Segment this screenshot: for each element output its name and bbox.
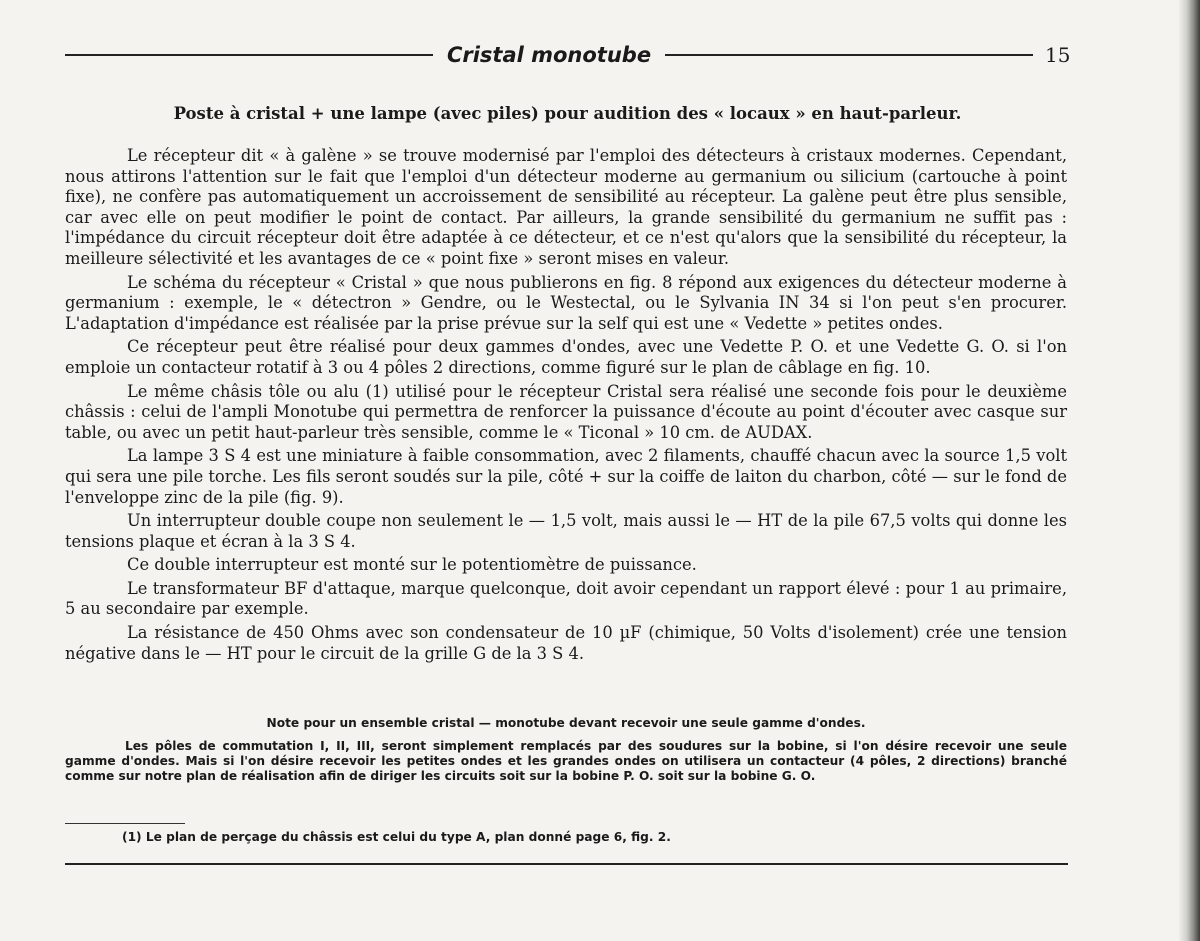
paragraph: Un interrupteur double coupe non seulement le — 1,5 volt, mais aussi le — HT de la pile 67,5 volts qui donne les tensions plaque et écran à la 3 S 4. — [65, 511, 1067, 551]
footnote: (1) Le plan de perçage du châssis est celui du type A, plan donné page 6, fig. 2. — [122, 830, 671, 844]
paragraph: Le schéma du récepteur « Cristal » que nous publierons en fig. 8 répond aux exigences du détecteur moderne à germanium : exemple, le « détectron » Gendre, ou le Westectal, ou le Sylvania IN 34 si l'on peut s'en procurer. L'adaptation d'impédance est réalisée par la prise prévue sur la self qui est une « Vedette » petites ondes. — [65, 272, 1067, 333]
paragraph: Le même châsis tôle ou alu (1) utilisé pour le récepteur Cristal sera réalisé une seconde fois pour le deuxième châssis : celui de l'ampli Monotube qui permettra de renforcer la puissance d'écoute au point d'écouter avec casque sur table, ou avec un petit haut-parleur très sensible, comme le « Ticonal » 10 cm. de AUDAX. — [65, 381, 1067, 442]
note-text: Les pôles de commutation I, II, III, seront simplement remplacés par des soudures sur la bobine, si l'on désire recevoir une seule gamme d'ondes. Mais si l'on désire recevoir les petites ondes et les grandes ondes on utilisera un contacteur (4 pôles, 2 directions) branché comme sur notre plan de réalisation afin de diriger les circuits soit sur la bobine P. O. soit sur la bobine G. O. — [65, 739, 1067, 783]
body-text — [65, 146, 1067, 667]
paragraph: Le transformateur BF d'attaque, marque quelconque, doit avoir cependant un rapport élevé : pour 1 au primaire, 5 au secondaire par exemple. — [65, 578, 1067, 619]
bottom-rule — [65, 863, 1068, 865]
header-rule-left — [65, 54, 433, 56]
paragraph: Le récepteur dit « à galène » se trouve modernisé par l'emploi des détecteurs à cristaux modernes. Cependant, nous attirons l'attention sur le fait que l'emploi d'un détecteur moderne au germanium ou silicium (cartouche à point fixe), ne confère pas automatiquement un accroissement de sensibilité au récepteur. La galène peut être plus sensible, car avec elle on peut modifier le point de contact. Par ailleurs, la grande sensibilité du germanium ne suffit pas : l'impédance du circuit récepteur doit être adaptée à ce détecteur, et ce n'est qu'alors que la sensibilité du récepteur, la meilleure sélectivité et les avantages de ce « point fixe » seront mises en valeur. — [65, 146, 1067, 268]
page-edge-shadow — [1178, 0, 1200, 941]
paragraph: La lampe 3 S 4 est une miniature à faible consommation, avec 2 filaments, chauffé chacun avec la source 1,5 volt qui sera une pile torche. Les fils seront soudés sur la pile, côté + sur la coiffe de laiton du charbon, côté — sur le fond de l'enveloppe zinc de la pile (fig. 9). — [65, 446, 1067, 507]
paragraph: Ce récepteur peut être réalisé pour deux gammes d'ondes, avec une Vedette P. O. et une Vedette G. O. si l'on emploie un contacteur rotatif à 3 ou 4 pôles 2 directions, comme figuré sur le plan de câblage en fig. 10. — [65, 337, 1067, 377]
header-rule-right — [665, 54, 1033, 56]
footnote-rule — [65, 823, 185, 824]
note-title: Note pour un ensemble cristal — monotube devant recevoir une seule gamme d'ondes. — [266, 716, 866, 730]
note-block — [65, 716, 1067, 784]
section-heading: Poste à cristal + une lampe (avec piles) pour audition des « locaux » en haut-parleur. — [173, 104, 962, 123]
paragraph: La résistance de 450 Ohms avec son condensateur de 10 µF (chimique, 50 Volts d'isolement) crée une tension négative dans le — HT pour le circuit de la grille G de la 3 S 4. — [65, 623, 1067, 663]
paragraph: Ce double interrupteur est monté sur le potentiomètre de puissance. — [127, 555, 697, 575]
page-header — [65, 38, 1075, 72]
page-number: 15 — [1045, 43, 1071, 67]
running-title: Cristal monotube — [446, 43, 652, 67]
